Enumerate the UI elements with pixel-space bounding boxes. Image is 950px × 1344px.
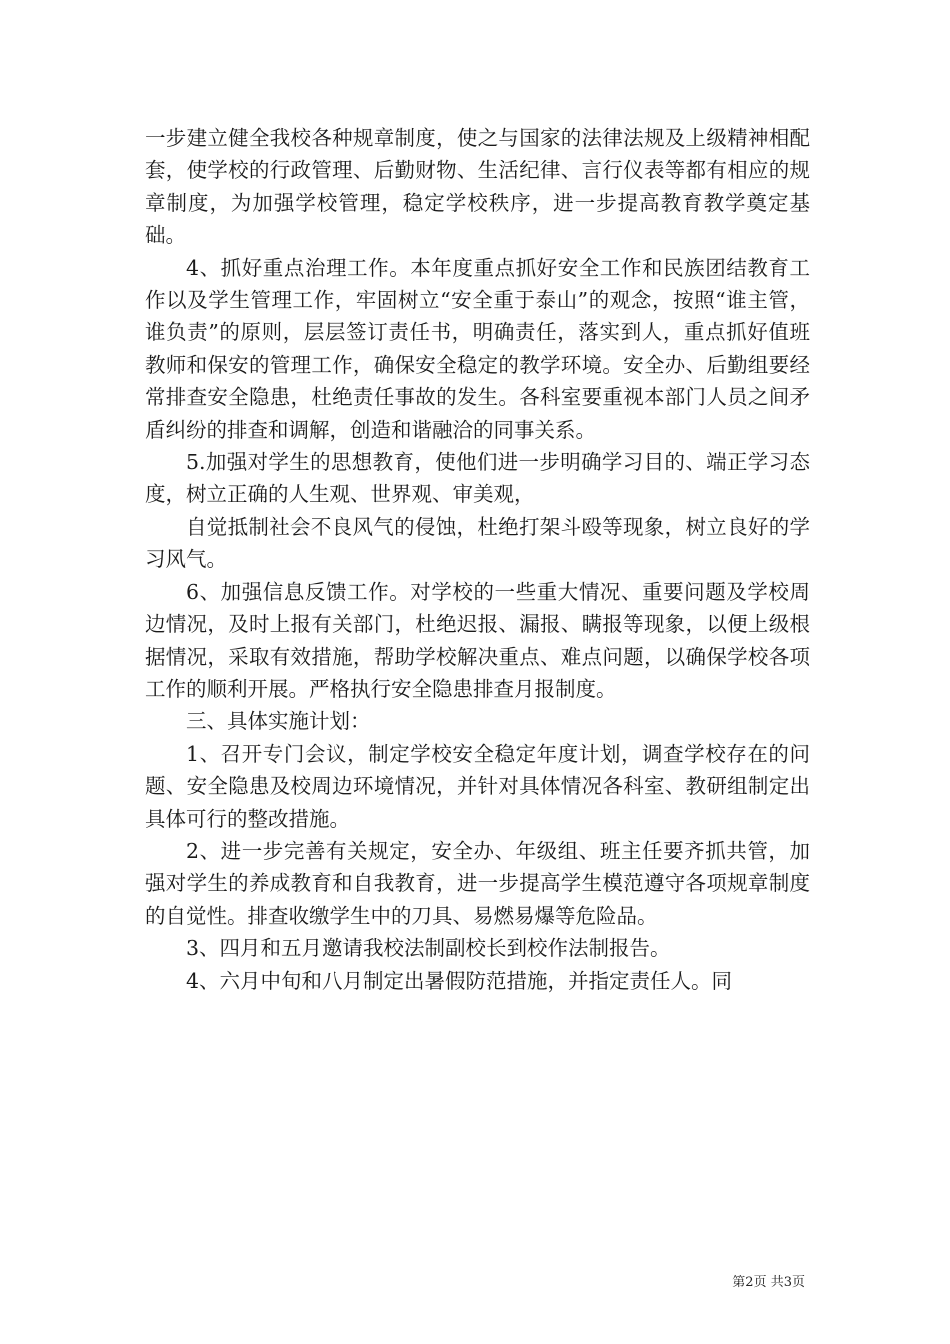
paragraph-item-5-continued: 自觉抵制社会不良风气的侵蚀，杜绝打架斗殴等现象，树立良好的学习风气。 (145, 514, 810, 572)
paragraph-item-6: 6、加强信息反馈工作。对学校的一些重大情况、重要问题及学校周边情况，及时上报有关部门，杜绝迟报、漏报、瞒报等现象，以便上级根据情况，采取有效措施，帮助学校解决重点、难点问题，以确保学校各项工作的顺利开展。严格执行安全隐患排查月报制度。 (145, 579, 810, 701)
paragraph-plan-4: 4、六月中旬和八月制定出暑假防范措施，并指定责任人。同 (186, 968, 733, 993)
page-label-prefix: 第 (732, 1275, 746, 1290)
paragraph-plan-2: 2、进一步完善有关规定，安全办、年级组、班主任要齐抓共管，加强对学生的养成教育和自我教育，进一步提高学生模范遵守各项规章制度的自觉性。排查收缴学生中的刀具、易燃易爆等危险品。 (145, 838, 810, 928)
paragraph-plan-1: 1、召开专门会议，制定学校安全稳定年度计划，调查学校存在的问题、安全隐患及校周边环境情况，并针对具体情况各科室、教研组制定出具体可行的整改措施。 (145, 741, 810, 831)
paragraph-item-4: 4、抓好重点治理工作。本年度重点抓好安全工作和民族团结教育工作以及学生管理工作，牢固树立“安全重于泰山”的观念，按照“谁主管，谁负责”的原则，层层签订责任书，明确责任，落实到人，重点抓好值班教师和保安的管理工作，确保安全稳定的教学环境。安全办、后勤组要经常排查安全隐患，杜绝责任事故的发生。各科室要重视本部门人员之间矛盾纠纷的排查和调解，创造和谐融洽的同事关系。 (145, 255, 810, 442)
total-pages-number: 3 (783, 1275, 792, 1290)
page-label-middle: 页 共 (753, 1275, 784, 1290)
paragraph-plan-3: 3、四月和五月邀请我校法制副校长到校作法制报告。 (186, 936, 671, 961)
section-heading-implementation-plan: 三、具体实施计划： (186, 709, 371, 734)
page-label-suffix: 页 (791, 1275, 805, 1290)
current-page-number: 2 (745, 1275, 754, 1290)
document-body (145, 122, 810, 997)
page-number-footer (732, 1275, 805, 1291)
paragraph-item-5: 5.加强对学生的思想教育，使他们进一步明确学习目的、端正学习态度，树立正确的人生观、世界观、审美观， (145, 450, 810, 507)
paragraph-continuation: 一步建立健全我校各种规章制度，使之与国家的法律法规及上级精神相配套，使学校的行政管理、后勤财物、生活纪律、言行仪表等都有相应的规章制度，为加强学校管理，稳定学校秩序，进一步提高教育教学奠定基础。 (145, 126, 810, 248)
